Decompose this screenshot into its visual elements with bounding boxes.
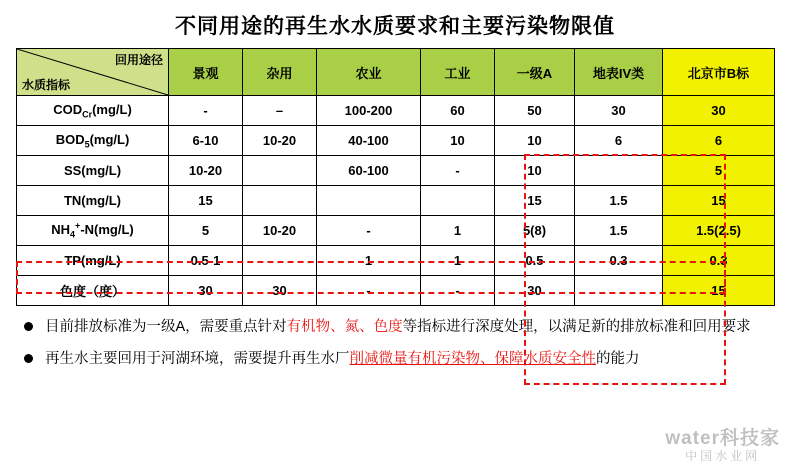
column-header-yijia: 一级A [495,49,575,96]
cell-sedu-dibiao4 [575,276,663,306]
cell-bod-gongye: 10 [421,126,495,156]
list-item [24,348,766,370]
cell-ss-nongye: 60-100 [317,156,421,186]
row-label-text: SS(mg/L) [63,163,122,178]
cell-ss-yijia: 10 [495,156,575,186]
table-header-row [17,49,775,96]
cell-nh4n-jingguan: 5 [169,216,243,246]
cell-sedu-yijia: 30 [495,276,575,306]
cell-nh4n-gongye: 1 [421,216,495,246]
bullet-seg-highlight: 有机物、氮、色度 [286,319,403,335]
cell-tn-yijia: 15 [495,186,575,216]
cell-cod-beijingb: 30 [663,96,775,126]
cell-tn-gongye [421,186,495,216]
bullet-text-2 [45,348,766,370]
cell-nh4n-zayong: 10-20 [243,216,317,246]
bullet-seg-normal-2: 等指标进行深度处理，以满足新的排放标准和回用要求 [402,319,751,335]
row-label-text: $COD_{Cr}(mg/L)$ [53,101,132,120]
cell-ss-dibiao4 [575,156,663,186]
cell-nh4n-yijia: 5(8) [495,216,575,246]
cell-bod-zayong: 10-20 [243,126,317,156]
cell-bod-dibiao4: 6 [575,126,663,156]
watermark-line-1: water科技家 [665,427,780,449]
cell-cod-nongye: 100-200 [317,96,421,126]
row-label-tp [17,246,169,276]
cell-ss-jingguan: 10-20 [169,156,243,186]
table-row [17,186,775,216]
cell-sedu-jingguan: 30 [169,276,243,306]
cell-nh4n-beijingb: 1.5(2.5) [663,216,775,246]
cell-tn-jingguan: 15 [169,186,243,216]
bullet-dot-icon [24,354,33,363]
row-label-text: $BOD_5(mg/L)$ [55,131,130,150]
cell-ss-zayong [243,156,317,186]
table-container [0,48,790,306]
cell-sedu-beijingb: 15 [663,276,775,306]
header-corner-top-label: 回用途径 [114,53,163,67]
bullet-seg-normal-2: 的能力 [596,351,640,368]
table-row [17,246,775,276]
row-label-sedu [17,276,169,306]
row-label-text: $NH_4^+-N(mg/L)$ [51,221,134,240]
cell-nh4n-nongye: - [317,216,421,246]
column-header-zayong: 杂用 [243,49,317,96]
header-corner-bottom-label: 水质指标 [22,78,71,92]
column-header-nongye: 农业 [317,49,421,96]
cell-bod-jingguan: 6-10 [169,126,243,156]
cell-tp-nongye: 1 [317,246,421,276]
cell-bod-beijingb: 6 [663,126,775,156]
cell-tp-gongye: 1 [421,246,495,276]
cell-tp-jingguan: 0.5-1 [169,246,243,276]
cell-tn-beijingb: 15 [663,186,775,216]
cell-tp-yijia: 0.5 [495,246,575,276]
cell-cod-jingguan: - [169,96,243,126]
row-label-text: 色度（度） [59,284,125,299]
table-body [17,96,775,306]
bullet-text-1 [45,316,766,338]
table-row [17,126,775,156]
cell-bod-nongye: 40-100 [317,126,421,156]
row-label-tn [17,186,169,216]
list-item [24,316,766,338]
cell-ss-gongye: - [421,156,495,186]
cell-sedu-nongye: - [317,276,421,306]
bullet-dot-icon [24,322,33,331]
column-header-jingguan: 景观 [169,49,243,96]
cell-cod-gongye: 60 [421,96,495,126]
bullet-seg-underline: 削减微量有机污染物、保障水质安全性 [349,351,596,368]
cell-sedu-gongye: - [421,276,495,306]
table-row [17,216,775,246]
cell-tp-zayong [243,246,317,276]
row-label-text: TN(mg/L) [63,193,122,208]
cell-cod-zayong: – [243,96,317,126]
page-title: 不同用途的再生水水质要求和主要污染物限值 [175,15,615,38]
table-row [17,156,775,186]
row-label-nh4n [17,216,169,246]
cell-cod-yijia: 50 [495,96,575,126]
cell-nh4n-dibiao4: 1.5 [575,216,663,246]
watermark-line-2: 中国水业网 [685,448,761,463]
bullet-seg-normal: 目前排放标准为一级A，需要重点针对 [45,319,287,335]
cell-cod-dibiao4: 30 [575,96,663,126]
row-label-cod [17,96,169,126]
cell-ss-beijingb: 5 [663,156,775,186]
table-row [17,96,775,126]
table-row [17,276,775,306]
column-header-gongye: 工业 [421,49,495,96]
column-header-dibiao4: 地表IV类 [575,49,663,96]
header-corner-cell [17,49,169,96]
cell-bod-yijia: 10 [495,126,575,156]
cell-tn-zayong [243,186,317,216]
water-quality-table [16,48,775,306]
row-label-text: TP(mg/L) [64,253,121,268]
cell-sedu-zayong: 30 [243,276,317,306]
column-header-beijing-b: 北京市B标 [663,49,775,96]
row-label-ss [17,156,169,186]
cell-tp-dibiao4: 0.3 [575,246,663,276]
bullet-list [0,306,790,371]
bullet-seg-normal: 再生水主要回用于河湖环境，需要提升再生水厂 [45,351,350,368]
cell-tp-beijingb: 0.3 [663,246,775,276]
cell-tn-nongye [317,186,421,216]
cell-tn-dibiao4: 1.5 [575,186,663,216]
row-label-bod [17,126,169,156]
watermark [665,429,780,463]
